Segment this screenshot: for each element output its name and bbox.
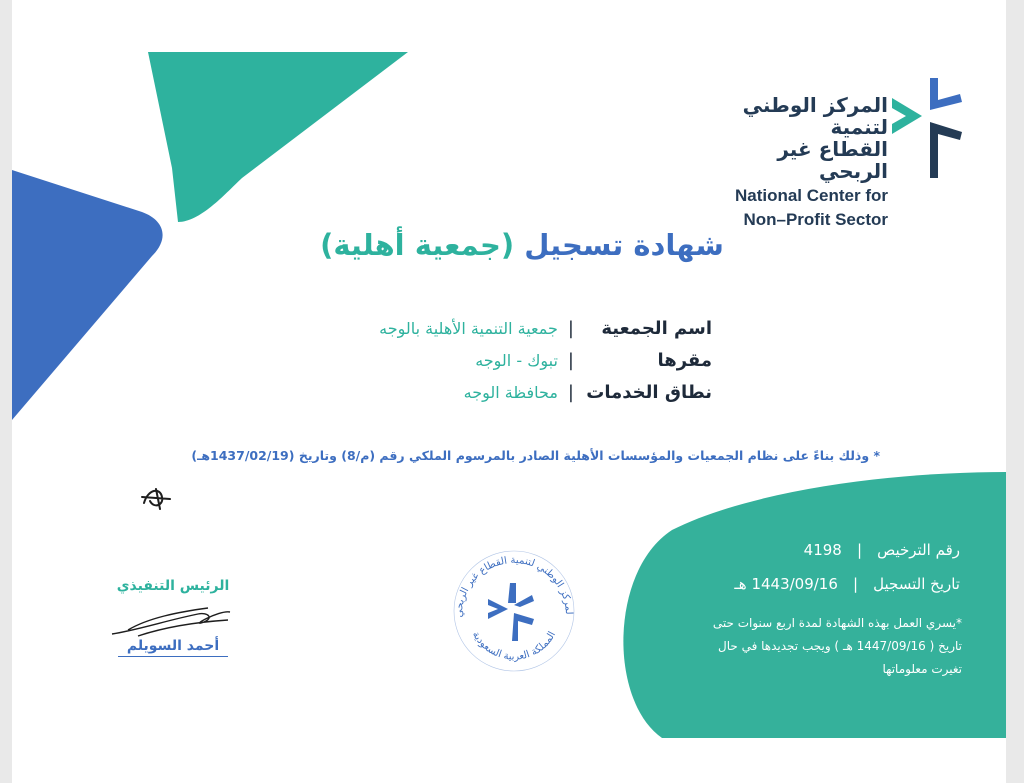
license-label: رقم الترخيص bbox=[877, 541, 960, 559]
license-row bbox=[804, 540, 960, 559]
association-details bbox=[292, 312, 712, 408]
seal-top-text: لمركز الوطني لتنمية القطاع غير الربحي bbox=[453, 554, 575, 618]
detail-label: مقرها bbox=[657, 349, 712, 371]
detail-value: جمعية التنمية الأهلية بالوجه bbox=[379, 318, 558, 338]
validity-line1: *يسري العمل بهذه الشهادة لمدة اربع سنوات حتى bbox=[712, 616, 962, 630]
license-number: 4198 bbox=[803, 541, 842, 559]
logo-text bbox=[712, 94, 888, 230]
logo-mark-icon bbox=[888, 70, 974, 185]
detail-value: تبوك - الوجه bbox=[475, 350, 558, 370]
logo-name-en-line1: National Center for bbox=[734, 186, 888, 205]
teal-corner-panel bbox=[623, 472, 1006, 738]
organization-logo bbox=[712, 70, 982, 229]
detail-row-scope bbox=[292, 376, 712, 408]
logo-name-en-line2: Non–Profit Sector bbox=[743, 210, 888, 229]
seal-emblem-icon bbox=[488, 583, 534, 641]
certificate-title bbox=[312, 228, 732, 262]
detail-separator: | bbox=[567, 381, 574, 403]
svg-text:المركز الوطني لتنمية القطاع غي bbox=[448, 545, 574, 618]
registration-label: تاريخ التسجيل bbox=[873, 575, 960, 593]
detail-row-location bbox=[292, 344, 712, 376]
seal-bottom-text: المملكة العربية السعودية bbox=[469, 629, 559, 663]
registration-row bbox=[734, 574, 960, 593]
detail-row-name bbox=[292, 312, 712, 344]
blue-arrow-shape bbox=[12, 170, 163, 420]
validity-note bbox=[662, 612, 962, 681]
validity-line2 bbox=[662, 635, 962, 658]
detail-label: اسم الجمعية bbox=[601, 317, 712, 339]
teal-chevron-shape bbox=[148, 52, 408, 222]
legal-note: * وذلك بناءً على نظام الجمعيات والمؤسسات الأهلية الصادر بالمرسوم الملكي رقم (م/8) وتاريخ (1437/02/19هـ) bbox=[191, 448, 880, 463]
official-seal bbox=[448, 545, 580, 675]
registration-date: 1443/09/16 هـ bbox=[734, 575, 838, 593]
signature-block bbox=[108, 578, 238, 654]
handwritten-initial-mark bbox=[140, 485, 174, 511]
detail-label: نطاق الخدمات bbox=[586, 381, 712, 403]
certificate-title-highlight: (جمعية أهلية) bbox=[320, 228, 515, 262]
validity-line3: تغيرت معلوماتها bbox=[882, 662, 962, 676]
validity-expiry-date: 1447/09/16 هـ bbox=[842, 639, 926, 653]
license-separator: | bbox=[856, 541, 863, 559]
validity-line2-start: تاريخ ( bbox=[929, 639, 962, 653]
signatory-name: أحمد السويلم bbox=[118, 638, 228, 657]
registration-separator: | bbox=[853, 575, 859, 593]
signature-scrawl bbox=[108, 600, 238, 640]
detail-separator: | bbox=[567, 317, 574, 339]
detail-separator: | bbox=[567, 349, 574, 371]
detail-value: محافظة الوجه bbox=[463, 382, 558, 402]
signatory-role: الرئيس التنفيذي bbox=[116, 578, 230, 594]
certificate-title-main: شهادة تسجيل bbox=[524, 228, 724, 262]
certificate-page bbox=[12, 0, 1006, 783]
validity-line2-end: ) ويجب تجديدها في حال bbox=[717, 639, 840, 653]
logo-name-ar-line2: القطاع غير الربحي bbox=[777, 137, 888, 183]
logo-name-ar-line1: المركز الوطني لتنمية bbox=[742, 93, 888, 139]
